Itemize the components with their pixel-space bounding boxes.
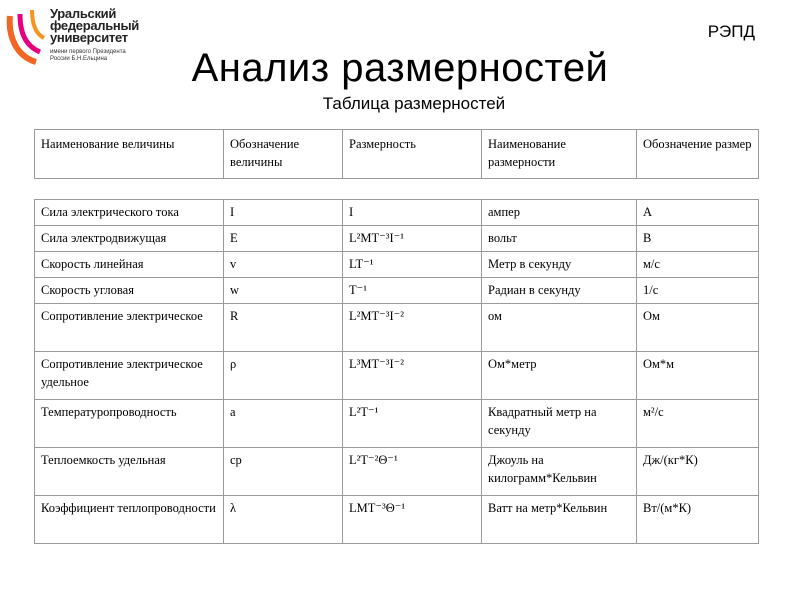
cell-unit-name: ом (482, 304, 637, 352)
cell-quantity-symbol: R (224, 304, 343, 352)
cell-dimension: L²T⁻²Θ⁻¹ (343, 448, 482, 496)
cell-unit-symbol: Ом*м (637, 352, 759, 400)
cell-unit-symbol: м/с (637, 252, 759, 278)
header-cell-unit-name: Наименование размерности (482, 130, 637, 179)
cell-quantity-symbol: cp (224, 448, 343, 496)
dimensions-table-header (34, 129, 759, 179)
cell-dimension: I (343, 200, 482, 226)
cell-dimension: L²T⁻¹ (343, 400, 482, 448)
cell-unit-name: Ватт на метр*Кельвин (482, 496, 637, 544)
cell-quantity-symbol: ρ (224, 352, 343, 400)
cell-quantity-symbol: v (224, 252, 343, 278)
table-row (35, 304, 759, 352)
cell-unit-symbol: Ом (637, 304, 759, 352)
cell-quantity-name: Сила электродвижущая (35, 226, 224, 252)
cell-quantity-name: Скорость линейная (35, 252, 224, 278)
table-row (35, 352, 759, 400)
cell-quantity-symbol: w (224, 278, 343, 304)
cell-quantity-name: Температуропроводность (35, 400, 224, 448)
table-row (35, 226, 759, 252)
cell-unit-name: Джоуль на килограмм*Кельвин (482, 448, 637, 496)
university-name: Уральский федеральный университет (50, 6, 139, 45)
dimensions-table (34, 199, 759, 544)
cell-unit-symbol: м²/с (637, 400, 759, 448)
table-row (35, 200, 759, 226)
table-header-row (35, 130, 759, 179)
cell-unit-name: вольт (482, 226, 637, 252)
cell-unit-name: Ом*метр (482, 352, 637, 400)
cell-quantity-name: Коэффициент теплопроводности (35, 496, 224, 544)
cell-dimension: L²MT⁻³I⁻² (343, 304, 482, 352)
page-title: Анализ размерностей (191, 46, 609, 90)
cell-quantity-name: Сила электрического тока (35, 200, 224, 226)
cell-unit-name: Радиан в секунду (482, 278, 637, 304)
cell-quantity-name: Теплоемкость удельная (35, 448, 224, 496)
cell-unit-name: Квадратный метр на секунду (482, 400, 637, 448)
cell-quantity-symbol: λ (224, 496, 343, 544)
university-subtitle: имени первого Президента России Б.Н.Ельцина (50, 49, 126, 62)
table-row (35, 400, 759, 448)
cell-unit-name: ампер (482, 200, 637, 226)
header-cell-dimension: Размерность (343, 130, 482, 179)
cell-dimension: L³MT⁻³I⁻² (343, 352, 482, 400)
cell-unit-name: Метр в секунду (482, 252, 637, 278)
table-row (35, 496, 759, 544)
cell-unit-symbol: Дж/(кг*К) (637, 448, 759, 496)
cell-unit-symbol: А (637, 200, 759, 226)
cell-quantity-symbol: a (224, 400, 343, 448)
table-row (35, 448, 759, 496)
cell-quantity-name: Сопротивление электрическое (35, 304, 224, 352)
cell-dimension: LMT⁻³Θ⁻¹ (343, 496, 482, 544)
table-row (35, 278, 759, 304)
page-subtitle: Таблица размерностей (322, 94, 506, 113)
header-cell-unit-symbol: Обозначение размер (637, 130, 759, 179)
cell-dimension: LT⁻¹ (343, 252, 482, 278)
table-row (35, 252, 759, 278)
header-cell-quantity-symbol: Обозначение величины (224, 130, 343, 179)
corner-label: РЭПД (707, 22, 755, 41)
cell-quantity-symbol: E (224, 226, 343, 252)
cell-unit-symbol: 1/с (637, 278, 759, 304)
header-cell-quantity-name: Наименование величины (35, 130, 224, 179)
cell-dimension: T⁻¹ (343, 278, 482, 304)
cell-dimension: L²MT⁻³I⁻¹ (343, 226, 482, 252)
cell-quantity-symbol: I (224, 200, 343, 226)
cell-quantity-name: Скорость угловая (35, 278, 224, 304)
cell-unit-symbol: Вт/(м*К) (637, 496, 759, 544)
cell-unit-symbol: В (637, 226, 759, 252)
cell-quantity-name: Сопротивление электрическое удельное (35, 352, 224, 400)
